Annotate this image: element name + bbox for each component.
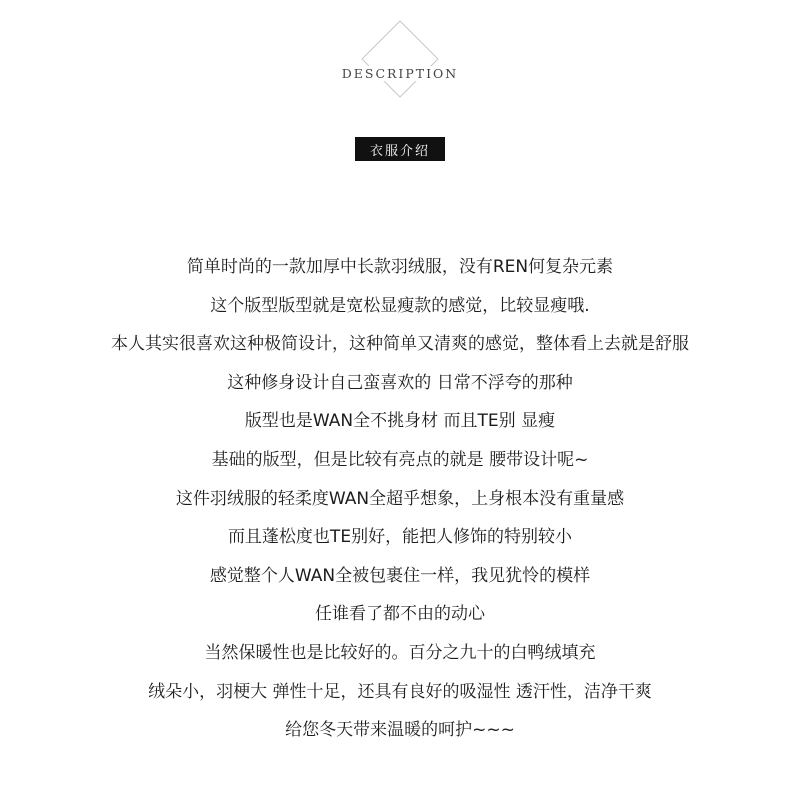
description-line: 这种修身设计自己蛮喜欢的 日常不浮夸的那种	[227, 372, 573, 393]
description-heading	[0, 65, 800, 83]
description-text-block	[0, 248, 800, 750]
description-line: 绒朵小，羽梗大 弹性十足，还具有良好的吸湿性 透汗性，洁净干爽	[148, 681, 652, 702]
description-line: 这件羽绒服的轻柔度WAN全超乎想象，上身根本没有重量感	[175, 488, 625, 509]
description-line: 当然保暖性也是比较好的。百分之九十的白鸭绒填充	[204, 642, 596, 663]
description-line: 给您冬天带来温暖的呵护~~~	[285, 720, 515, 741]
description-line: 版型也是WAN全不挑身材 而且TE别 显瘦	[244, 411, 556, 432]
description-line: 本人其实很喜欢这种极简设计，这种简单又清爽的感觉，整体看上去就是舒服	[111, 334, 689, 355]
description-heading-text: DESCRIPTION	[338, 66, 463, 81]
diamond-frame-decoration	[361, 20, 439, 98]
description-line: 这个版型版型就是宽松显瘦款的感觉，比较显瘦哦.	[210, 295, 590, 316]
section-badge-label: 衣服介绍	[369, 143, 430, 159]
description-line: 而且蓬松度也TE别好，能把人修饰的特别较小	[227, 527, 573, 548]
description-line: 简单时尚的一款加厚中长款羽绒服，没有REN何复杂元素	[186, 257, 614, 277]
description-line: 感觉整个人WAN全被包裹住一样，我见犹怜的模样	[209, 565, 591, 586]
section-badge	[355, 137, 445, 161]
description-line: 基础的版型，但是比较有亮点的就是 腰带设计呢~	[211, 449, 589, 470]
description-line: 任谁看了都不由的动心	[315, 604, 485, 625]
